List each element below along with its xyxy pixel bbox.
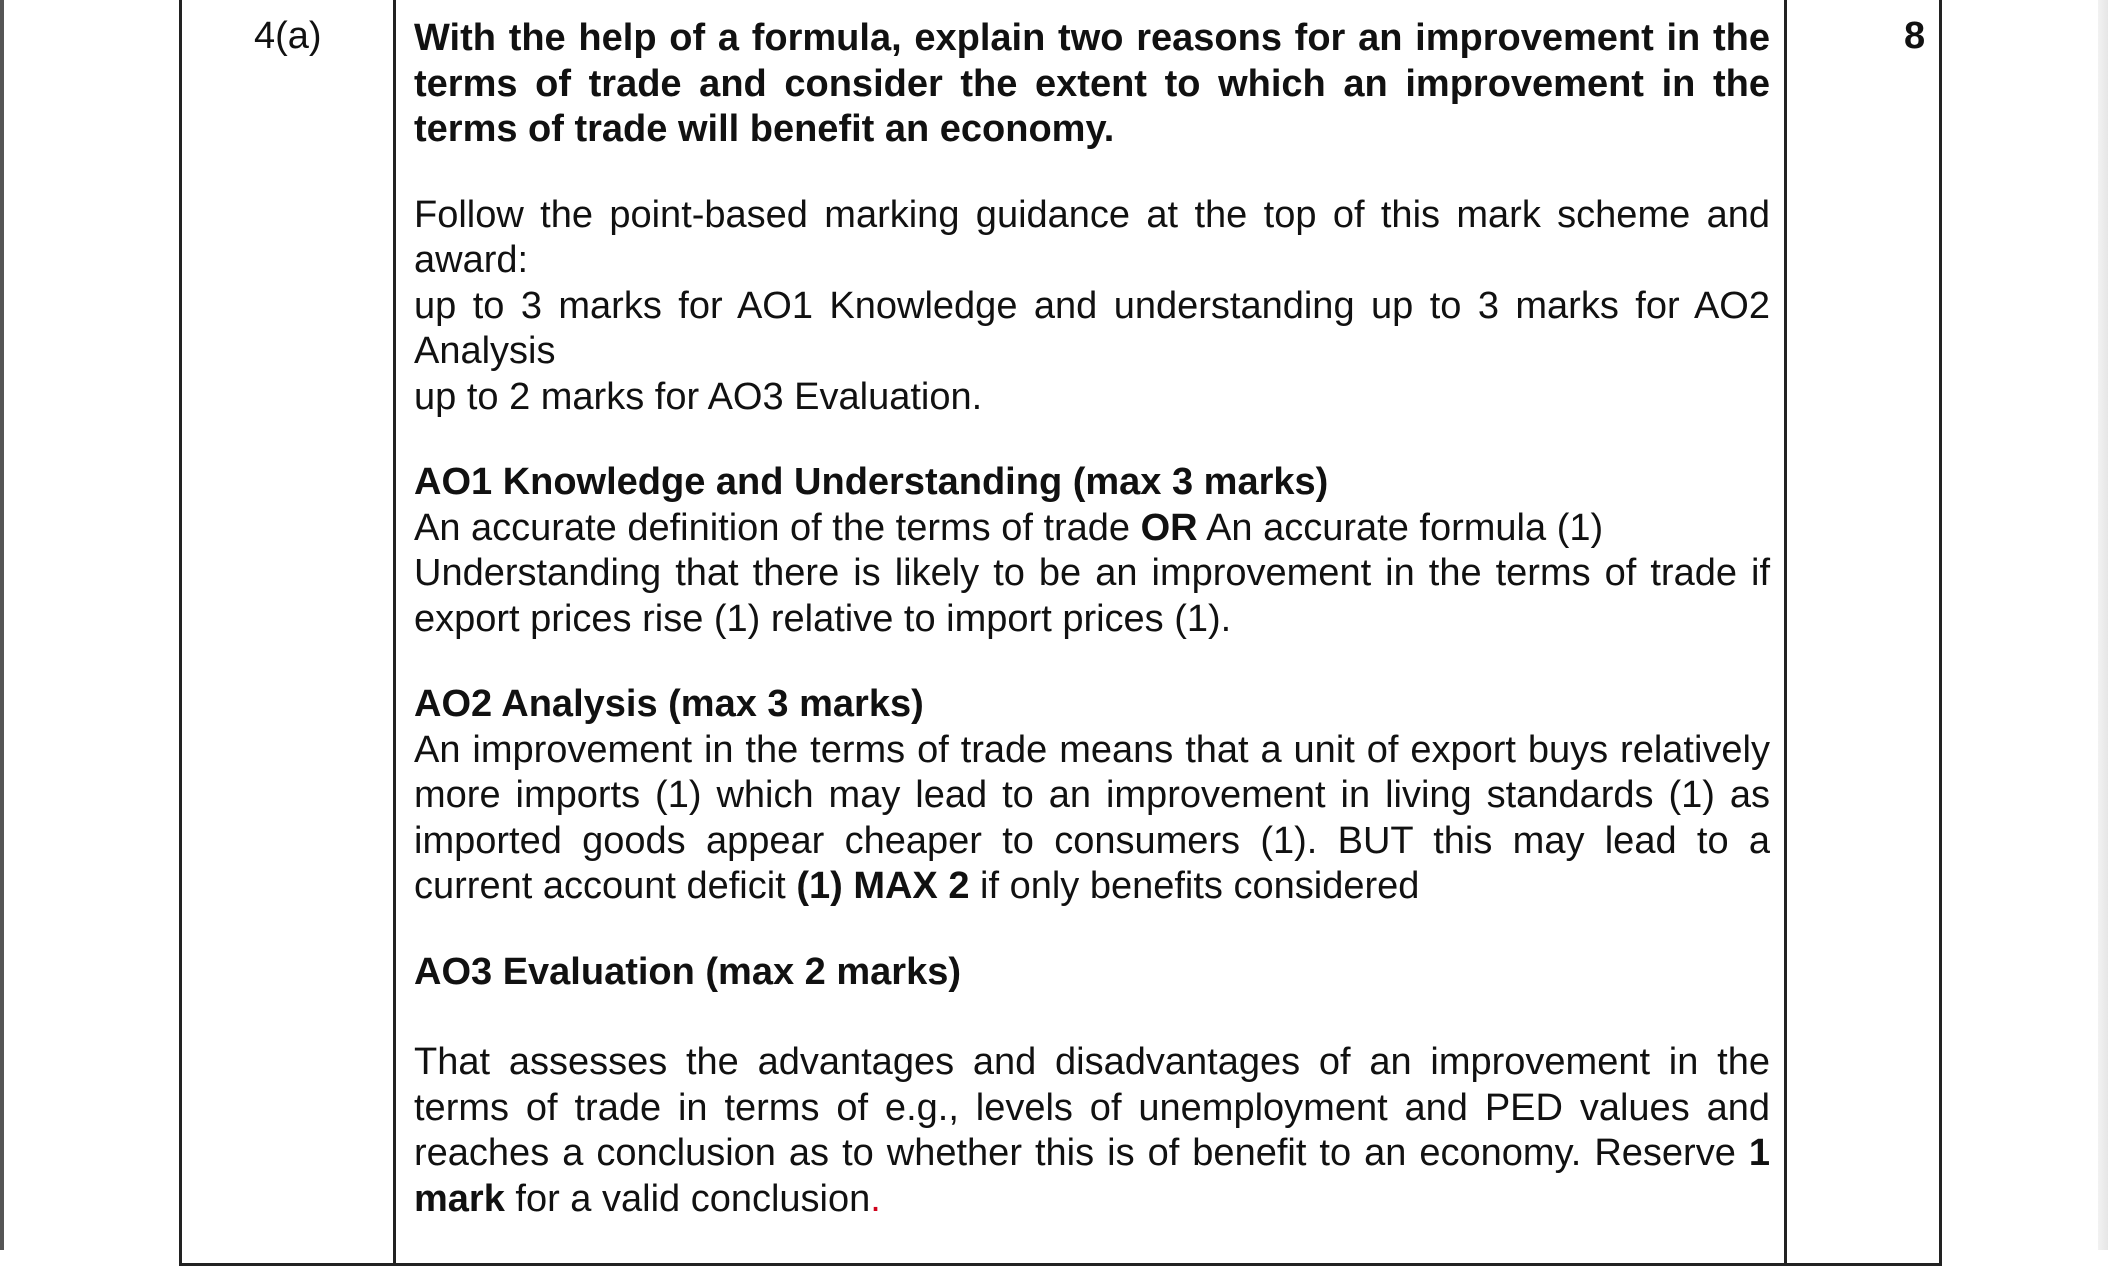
question-number: 4(a) <box>254 15 322 57</box>
ao1-heading: AO1 Knowledge and Understanding (max 3 marks) <box>414 461 1329 503</box>
answer-guidance-cell <box>414 16 1770 1222</box>
ao2-heading: AO2 Analysis (max 3 marks) <box>414 683 924 725</box>
guidance-line-2: up to 3 marks for AO1 Knowledge and understanding up to 3 marks for AO2 Analysis <box>414 284 1770 372</box>
ao2-text: An improvement in the terms of trade means that a unit of export buys relatively more imports (1) which may lead to an improvement in living standards (1) as imported goods appear cheaper to consumers (1). BUT this may lead to a current account deficit (1) MAX 2 if only benefits considered <box>414 728 1770 907</box>
ao3-heading: AO3 Evaluation (max 2 marks) <box>414 950 961 993</box>
column-divider-right <box>1784 0 1787 1263</box>
ao1-line-2: Understanding that there is likely to be an improvement in the terms of trade if export prices rise (1) relative to import prices (1). <box>414 552 1770 640</box>
column-divider-left <box>393 0 396 1263</box>
guidance-line-3: up to 2 marks for AO3 Evaluation. <box>414 375 983 418</box>
guidance-line-1: Follow the point-based marking guidance at the top of this mark scheme and award: <box>414 193 1770 281</box>
question-marks: 8 <box>1904 15 1926 57</box>
page-edge-right <box>2098 0 2108 1250</box>
ao3-text: That assesses the advantages and disadvantages of an improvement in the terms of trade in terms of e.g., levels of unemployment and PED values and reaches a conclusion as to whether this is of benefit to an economy. Reserve 1 mark for a valid conclusion. <box>414 1041 1770 1220</box>
mark-scheme-table <box>179 0 1942 1266</box>
page-edge-left <box>0 0 4 1250</box>
ao1-line-1: An accurate definition of the terms of trade OR An accurate formula (1) <box>414 506 1604 549</box>
question-text: With the help of a formula, explain two reasons for an improvement in the terms of trade and consider the extent to which an improvement in the terms of trade will benefit an economy. <box>414 17 1770 150</box>
